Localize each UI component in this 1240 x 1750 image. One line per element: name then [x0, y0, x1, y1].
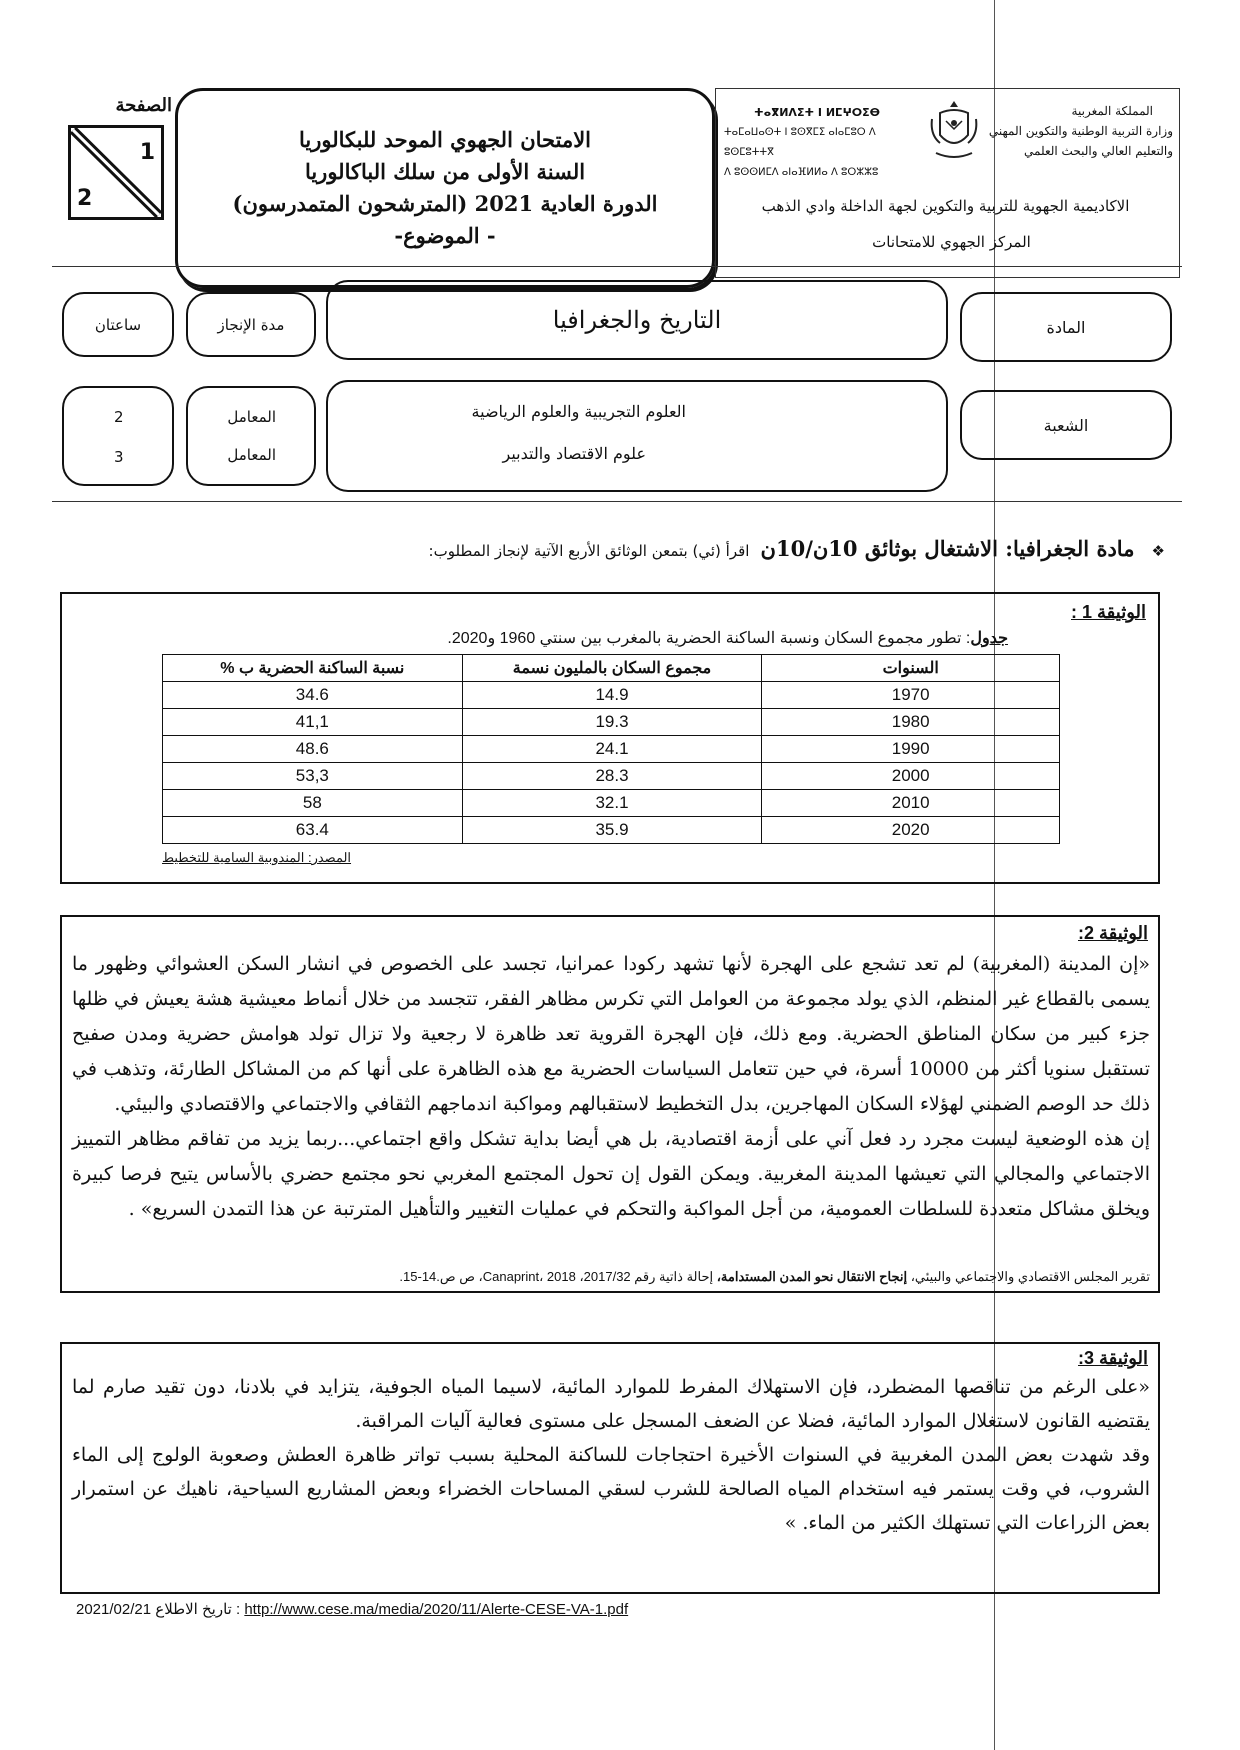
- tifinagh-line-3: ⴷ ⵓⵙⵙⵍⵎⴷ ⴰⵏⴰⴼⵍⵍⴰ ⴷ ⵓⵔⵣⵣⵓ: [724, 167, 879, 178]
- subject-label: المادة: [1046, 317, 1086, 337]
- doc3-source-link[interactable]: http://www.cese.ma/media/2020/11/Alerte-CESE-VA-1.pdf: [244, 1601, 629, 1618]
- branch-1: العلوم التجريبية والعلوم الرياضية: [471, 402, 686, 421]
- col-header-population: مجموع السكان بالمليون نسمة: [462, 655, 762, 682]
- cell-urban-rate: 48.6: [163, 736, 463, 763]
- cell-population: 24.1: [462, 736, 762, 763]
- doc2-text: [72, 947, 1150, 1227]
- section-title: مادة الجغرافيا: الاشتغال بوثائق 10ن/10ن: [760, 536, 1135, 561]
- exam-line-3: الدورة العادية 2021 (المترشحون المتمدرسون): [232, 191, 658, 216]
- duration-label: مدة الإنجاز: [217, 315, 285, 334]
- branch-label-box: [960, 390, 1172, 460]
- geography-intro: [165, 536, 1165, 561]
- doc3-source-date: 2021/02/21: [76, 1601, 152, 1618]
- tifinagh-line-2: ⵜⴰⵎⴰⵡⴰⵙⵜ ⵏ ⵓⵙⴳⵎⵉ ⴰⵏⴰⵎⵓⵔ ⴷ ⵓⵙⵎⵓⵜⵜⴳ: [724, 127, 876, 158]
- exam-center: المركز الجهوي للامتحانات: [872, 233, 1031, 251]
- ministry-box: [715, 88, 1180, 278]
- page-number-box: [62, 95, 172, 220]
- doc1-source: المصدر: المندوبية السامية للتخطيط: [162, 850, 352, 865]
- coef-value-1: 2: [114, 408, 124, 426]
- doc3-label: الوثيقة 3:: [1078, 1348, 1148, 1368]
- doc3-text: [72, 1370, 1150, 1540]
- academy-name: الاكاديمية الجهوية للتربية والتكوين لجهة الداخلة وادي الذهب: [761, 197, 1130, 215]
- doc2-source-b: إنجاح الانتقال نحو المدن المستدامة،: [716, 1269, 908, 1284]
- page-current: 1: [139, 140, 155, 165]
- subject-label-box: [960, 292, 1172, 362]
- section-instruction: اقرأ (ئي) بتمعن الوثائق الأربع الآتية لإنجاز المطلوب:: [428, 542, 750, 560]
- cell-urban-rate: 41,1: [163, 709, 463, 736]
- doc2-paragraph-2: إن هذه الوضعية ليست مجرد رد فعل آني على أزمة اقتصادية، بل هي أيضا بداية تشكل واقع اجتماعي...ربما يزيد من تفاقم مظاهر التمييز الاجتماعي والمجالي التي تعيشها المدينة المغربية. ويمكن القول إن تحول المجتمع المغربي نحو مجتمع حضري بالأساس يتيح فرصا كبيرة ويخلق مشاكل متعددة للسلطات العمومية، من أجل المواكبة والتحكم في عمليات التغيير والتأهيل المترتبة عن هذا التمدن السريع» .: [72, 1128, 1150, 1220]
- table-row: [163, 763, 1060, 790]
- doc1-caption: [447, 628, 1008, 648]
- exam-line-2: السنة الأولى من سلك الباكالوريا: [304, 159, 586, 184]
- doc1-caption-text: : تطور مجموع السكان ونسبة الساكنة الحضرية بالمغرب بين سنتي 1960 و2020.: [447, 630, 971, 647]
- ministry-line-1: المملكة المغربية: [1071, 104, 1153, 118]
- ministry-line-2: وزارة التربية الوطنية والتكوين المهني: [988, 124, 1173, 138]
- cell-population: 32.1: [462, 790, 762, 817]
- doc3-source-access: : تاريخ الاطلاع: [155, 1601, 241, 1618]
- table-row: [163, 817, 1060, 844]
- subject-name: التاريخ والجغرافيا: [552, 306, 722, 334]
- duration-label-box: [186, 292, 316, 357]
- subject-box: [326, 280, 948, 360]
- exam-line-4: - الموضوع-: [394, 223, 496, 248]
- table-row: [163, 709, 1060, 736]
- col-header-urban-rate: نسبة الساكنة الحضرية ب %: [163, 655, 463, 682]
- cell-population: 35.9: [462, 817, 762, 844]
- branch-2: علوم الاقتصاد والتدبير: [502, 444, 646, 463]
- cell-urban-rate: 53,3: [163, 763, 463, 790]
- population-table: [162, 654, 1060, 844]
- page-total: 2: [77, 186, 93, 211]
- doc3-paragraph-2: وقد شهدت بعض المدن المغربية في السنوات الأخيرة احتجاجات للساكنة المحلية بسبب تواتر ظاهرة العطش وصعوبة الولوج إلى الماء الشروب، في وقت يستمر فيه استخدام المياه الصالحة للشرب لسقي المساحات الخضراء وبعض المشاريع السياحية، ناهيك عن استمرار بعض الزراعات التي تستهلك الكثير من الماء. »: [72, 1444, 1150, 1534]
- coat-of-arms-icon: [928, 99, 980, 161]
- coef-labels-box: [186, 386, 316, 486]
- doc2-label: الوثيقة 2:: [1078, 923, 1148, 943]
- document-3-box: [60, 1342, 1160, 1594]
- doc3-source: [76, 1600, 628, 1618]
- cell-population: 19.3: [462, 709, 762, 736]
- doc3-paragraph-1: «على الرغم من تناقصها المضطرد، فإن الاستهلاك المفرط للموارد المائية، لاسيما المياه الجوفية، يتزايد في بلادنا، دون تقيد صارم لما يقتضيه القانون لاستغلال الموارد المائية، فضلا عن الضعف المسجل على مستوى فعالية آليات المراقبة.: [72, 1376, 1150, 1432]
- cell-year: 1990: [762, 736, 1060, 763]
- coef-value-2: 3: [114, 448, 124, 466]
- cell-year: 2020: [762, 817, 1060, 844]
- cell-urban-rate: 63.4: [163, 817, 463, 844]
- page-label: الصفحة: [115, 95, 172, 116]
- branches-box: [326, 380, 948, 492]
- branch-label: الشعبة: [1043, 415, 1089, 435]
- cell-year: 2010: [762, 790, 1060, 817]
- document-1-box: [60, 592, 1160, 884]
- cell-population: 28.3: [462, 763, 762, 790]
- col-header-years: السنوات: [762, 655, 1060, 682]
- duration-value-box: [62, 292, 174, 357]
- ministry-block: [983, 101, 1173, 161]
- cell-population: 14.9: [462, 682, 762, 709]
- cell-year: 1970: [762, 682, 1060, 709]
- exam-title-box: [175, 88, 715, 288]
- tifinagh-block: [724, 103, 924, 183]
- exam-line-1: الامتحان الجهوي الموحد للبكالوريا: [299, 127, 592, 152]
- tifinagh-line-1: ⵜⴰⴳⵍⴷⵉⵜ ⵏ ⵍⵎⵖⵔⵉⴱ: [754, 106, 881, 119]
- doc1-caption-label: جدول: [970, 630, 1008, 647]
- doc2-source-a: تقرير المجلس الاقتصادي والاجتماعي والبيئي،: [910, 1269, 1150, 1284]
- cell-year: 2000: [762, 763, 1060, 790]
- coef-label-2: المعامل: [227, 446, 276, 464]
- document-2-box: [60, 915, 1160, 1293]
- cell-urban-rate: 34.6: [163, 682, 463, 709]
- coef-label-1: المعامل: [227, 408, 276, 426]
- cell-urban-rate: 58: [163, 790, 463, 817]
- ministry-line-3: والتعليم العالي والبحث العلمي: [1024, 144, 1173, 158]
- duration-value: ساعتان: [94, 315, 142, 334]
- table-row: [163, 736, 1060, 763]
- doc2-source: [72, 1269, 1150, 1285]
- doc1-label: الوثيقة 1 :: [1071, 602, 1146, 622]
- table-row: [163, 682, 1060, 709]
- cell-year: 1980: [762, 709, 1060, 736]
- table-header-row: [163, 655, 1060, 682]
- table-row: [163, 790, 1060, 817]
- coef-values-box: [62, 386, 174, 486]
- bullet-icon: ❖: [1151, 542, 1165, 560]
- doc2-paragraph-1: «إن المدينة (المغربية) لم تعد تشجع على الهجرة لأنها تشهد ركودا عمرانيا، تجسد على الخصوص في انشار السكن العشوائي وظهور ما يسمى بالقطاع غير المنظم، الذي يولد مجموعة من العوامل التي تكرس مظاهر الفقر، تتجسد من خلال أنماط معيشية هشة يعيش في ظلها جزء كبير من سكان المناطق الحضرية. ومع ذلك، فإن الهجرة القروية تعد ظاهرة لا رجعية ولا تزال تولد هوامش حضرية ومدن صفيح تستقبل سنويا أكثر من 10000 أسرة، في حين تتعامل السياسات الحضرية مع هذه الظاهرة على أنها كم من المشاكل الطارئة، وتذهب في ذلك حد الوصم الضمني لهؤلاء السكان المهاجرين، بدل التخطيط لاستقبالهم ومواكبة اندماجهم الثقافي والاجتماعي والاقتصادي والبيئي.: [72, 953, 1151, 1115]
- page-diagonal-box: [68, 125, 164, 220]
- doc2-source-c: إحالة ذاتية رقم 2017/32، Canaprint، 2018، ص ص.14-15.: [399, 1269, 714, 1284]
